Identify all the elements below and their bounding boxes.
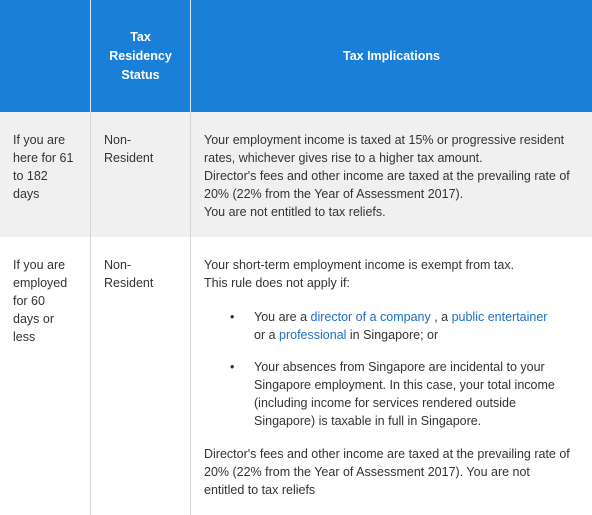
implication-text: You are not entitled to tax reliefs.: [204, 205, 386, 219]
column-divider: [90, 112, 91, 237]
professional-link[interactable]: professional: [279, 328, 347, 342]
status-text: Non-: [104, 133, 132, 147]
bullet-text: You are a: [254, 310, 311, 324]
header-cell-period: [0, 0, 90, 112]
period-text: here for 61: [13, 151, 74, 165]
implication-text: 20% (22% from the Year of Assessment 2017). You are not: [204, 465, 530, 479]
status-text: Resident: [104, 151, 154, 165]
bullet-text: in Singapore; or: [346, 328, 439, 342]
bullet-text: Singapore) is taxable in full in Singapore.: [254, 414, 482, 428]
column-divider: [190, 112, 191, 237]
table-row: [0, 112, 592, 237]
bullet-text: Your absences from Singapore are incidental to your: [254, 360, 545, 374]
bullet-icon: •: [230, 310, 235, 324]
header-status-label-line: Status: [121, 67, 160, 82]
implication-text: This rule does not apply if:: [204, 276, 350, 290]
implication-text: 20% (22% from the Year of Assessment 2017).: [204, 187, 464, 201]
status-cell: [104, 256, 189, 292]
period-text: If you are: [13, 133, 66, 147]
table-header: [0, 0, 592, 112]
bullet-text: or a: [254, 328, 280, 342]
period-text: If you are: [13, 258, 66, 272]
director-of-a-company-link[interactable]: director of a company: [310, 310, 431, 324]
bullet-icon: •: [230, 360, 235, 374]
status-text: Resident: [104, 276, 154, 290]
list-item: [204, 358, 589, 430]
status-cell: [104, 131, 189, 167]
period-text: days: [13, 187, 40, 201]
period-text: for 60: [13, 294, 45, 308]
bullet-text: (including income for services rendered outside: [254, 396, 516, 410]
table-row: [0, 237, 592, 515]
header-cell-status: [91, 0, 190, 112]
column-divider: [190, 237, 191, 515]
list-item: [204, 308, 589, 344]
header-status-label-line: Residency: [109, 48, 172, 63]
implications-cell: [204, 131, 589, 221]
header-status-label-line: Tax: [130, 29, 151, 44]
header-cell-implications: [191, 0, 592, 112]
implication-text: Your short-term employment income is exempt from tax.: [204, 258, 515, 272]
status-text: Non-: [104, 258, 132, 272]
bullet-text: Singapore employment. In this case, your total income: [254, 378, 555, 392]
period-text: employed: [13, 276, 68, 290]
implication-text: Director's fees and other income are taxed at the prevailing rate of: [204, 447, 570, 461]
public-entertainer-link[interactable]: public entertainer: [451, 310, 548, 324]
bullet-text: , a: [430, 310, 452, 324]
period-cell: [13, 131, 88, 203]
exception-list: [204, 308, 589, 430]
implication-text: Your employment income is taxed at 15% or progressive resident: [204, 133, 565, 147]
period-cell: [13, 256, 88, 346]
period-text: less: [13, 330, 36, 344]
period-text: days or: [13, 312, 54, 326]
implication-text: entitled to tax reliefs: [204, 483, 316, 497]
implication-text: rates, whichever gives rise to a higher tax amount.: [204, 151, 483, 165]
period-text: to 182: [13, 169, 48, 183]
implication-text: Director's fees and other income are taxed at the prevailing rate of: [204, 169, 570, 183]
column-divider: [90, 237, 91, 515]
header-implications-label: Tax Implications: [342, 48, 440, 63]
implications-cell: [204, 256, 589, 499]
